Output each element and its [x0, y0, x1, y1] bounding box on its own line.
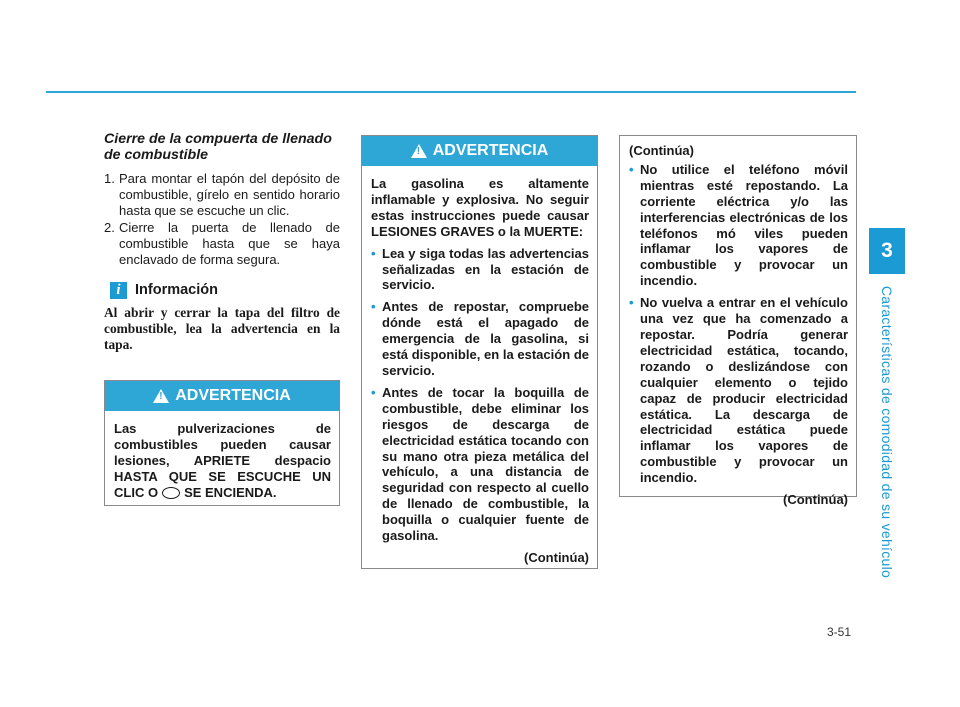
- chapter-number: 3: [881, 239, 893, 262]
- chapter-title: Características de comodidad de su vehículo: [879, 285, 895, 579]
- list-item: • No utilice el teléfono móvil mientras esté repostando. La corriente eléctrica y/o las interferencias electrónicas de los teléfonos mó viles pueden inflamar los vapores de combustible y provocar un incendio.: [629, 162, 848, 289]
- section-heading: Cierre de la compuerta de llenado de combustible: [104, 131, 332, 163]
- left-column: [104, 131, 340, 353]
- info-text: Al abrir y cerrar la tapa del filtro de combustible, lea la advertencia en la tapa.: [104, 304, 340, 352]
- warning-body: [362, 166, 597, 574]
- chapter-tab: [869, 228, 905, 274]
- continued-header: (Continúa): [629, 143, 694, 158]
- warning-header: [105, 381, 339, 411]
- warning-box-continued: [619, 135, 857, 508]
- warning-body: Las pulverizaciones de combustibles pueden causar lesiones, APRIETE despacio HASTA QUE SE ESCUCHE UN CLIC O SE ENCIENDA.: [114, 421, 331, 500]
- warning-body: [620, 136, 856, 516]
- info-header: [104, 282, 340, 299]
- list-item: 1. Para montar el tapón del depósito de combustible, gírelo en sentido horario hasta que se escuche un clic.: [104, 171, 340, 218]
- warning-title: ADVERTENCIA: [432, 142, 549, 159]
- fuel-cap-icon: [162, 487, 180, 499]
- warning-bullets: [629, 162, 848, 486]
- list-item: 2. Cierre la puerta de llenado de combustible hasta que se haya enclavado de forma segura.: [104, 220, 340, 267]
- warning-triangle-icon: [411, 144, 427, 158]
- warning-bullets: [371, 246, 589, 544]
- steps-list: [104, 171, 340, 268]
- list-item: • Antes de tocar la boquilla de combustible, debe eliminar los riesgos de descarga de electricidad estática tocando con su mano otra pieza metálica del vehículo, a una distancia de seguridad con respecto al cuello de llenado de combustible, la boquilla o cualquier fuente de gasolina.: [371, 385, 589, 544]
- list-item: • No vuelva a entrar en el vehículo una vez que ha comenzado a repostar. Podría generar electricidad estática, tocando, rozando o deslizándose con cualquier elemento o tejido capaz de producir electricidad estática. La descarga de electricidad estática puede inflamar los vapores de combustible y provocar un incendio.: [629, 295, 848, 486]
- info-title: Información: [135, 282, 218, 299]
- page-number: 3-51: [827, 625, 852, 639]
- list-item: • Antes de repostar, compruebe dónde está el apagado de emergencia de la gasolina, si está disponible, en la estación de servicio.: [371, 299, 589, 379]
- info-icon: i: [110, 282, 127, 299]
- continues-label: (Continúa): [783, 492, 848, 508]
- warning-intro: La gasolina es altamente inflamable y explosiva. No seguir estas instrucciones puede causar LESIONES GRAVES o la MUERTE:: [371, 176, 589, 239]
- warning-header: [362, 136, 597, 166]
- warning-box-small: [104, 380, 340, 506]
- continues-label: (Continúa): [524, 549, 589, 565]
- list-item: • Lea y siga todas las advertencias señalizadas en la estación de servicio.: [371, 246, 589, 294]
- warning-triangle-icon: [153, 389, 169, 403]
- top-rule: [46, 91, 856, 93]
- warning-box-main: [361, 135, 598, 569]
- warning-title: ADVERTENCIA: [175, 387, 291, 404]
